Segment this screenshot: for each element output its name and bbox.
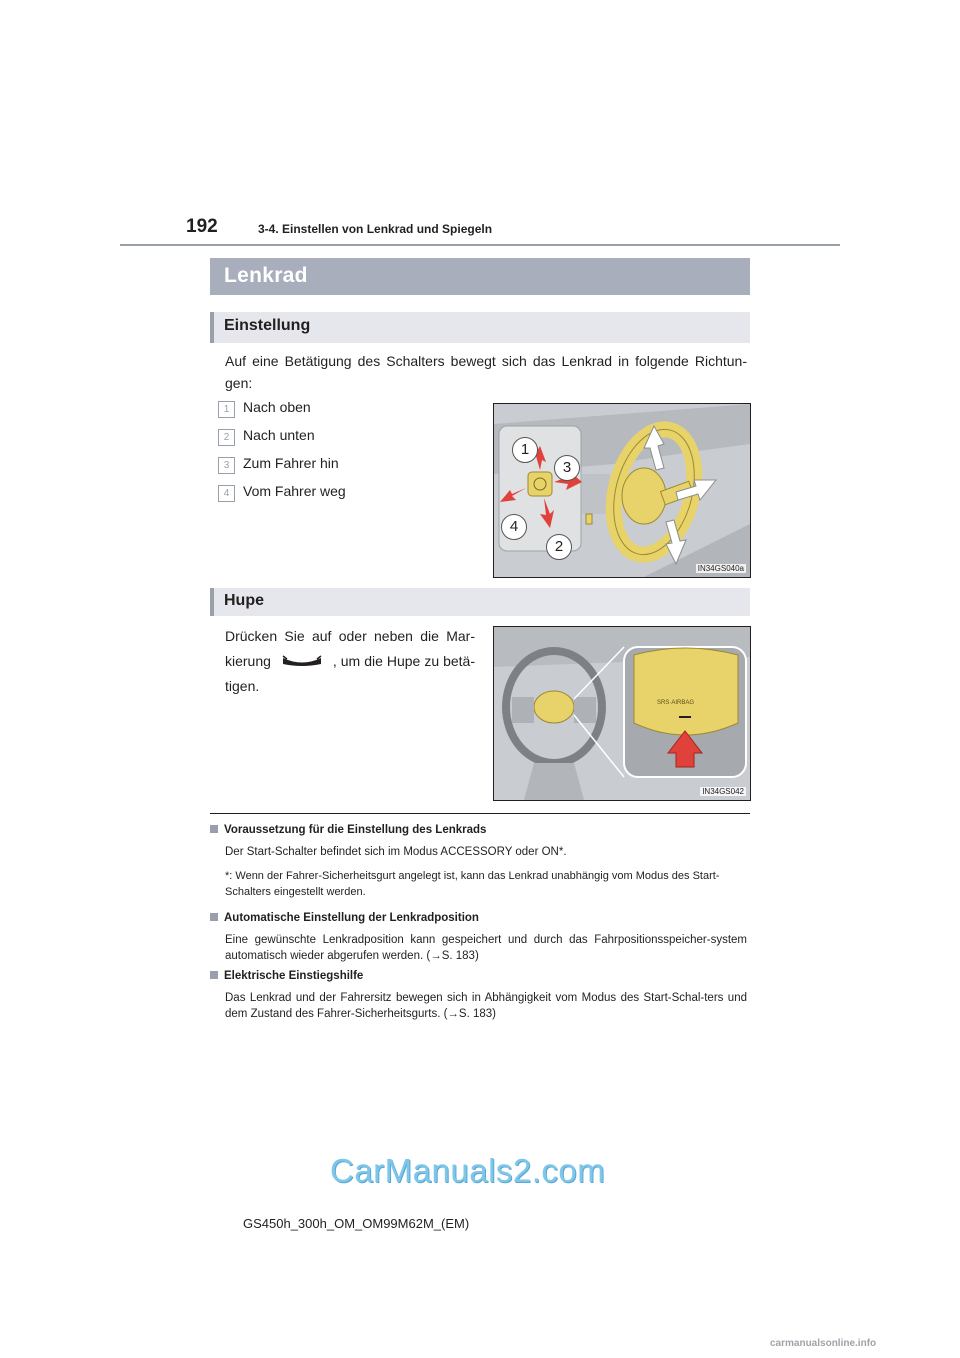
footer-code: GS450h_300h_OM_OM99M62M_(EM) <box>243 1216 470 1231</box>
note-heading <box>210 970 363 982</box>
note-heading <box>210 824 486 836</box>
item-label: Nach unten <box>243 427 315 443</box>
item-number: 1 <box>218 401 235 418</box>
item-label: Zum Fahrer hin <box>243 455 339 471</box>
note-body: Das Lenkrad und der Fahrersitz bewegen sich in Abhängigkeit vom Modus des Start-Schal-ters und dem Zustand des Fahrer-Sicherheitsgurts. (→S. 183) <box>225 992 747 1020</box>
callout-2: 2 <box>546 534 572 560</box>
horn-figure <box>493 626 751 801</box>
note-heading-text: Automatische Einstellung der Lenkradposition <box>224 912 479 924</box>
steering-adjustment-figure <box>493 403 751 578</box>
note-bullet <box>210 971 218 979</box>
section-title-bar <box>210 258 750 295</box>
note-heading-text: Elektrische Einstiegshilfe <box>224 970 364 982</box>
item-number: 4 <box>218 485 235 502</box>
note-heading <box>210 912 479 924</box>
watermark: CarManuals2.com <box>330 1152 606 1189</box>
einstellung-heading-bar <box>210 312 750 343</box>
page-number: 192 <box>186 216 218 237</box>
heading-stripe <box>210 312 214 343</box>
callout-4: 4 <box>501 514 527 540</box>
einstellung-intro: Auf eine Betätigung des Schalters bewegt sich das Lenkrad in folgende Richtun-gen: <box>225 353 747 391</box>
item-number: 3 <box>218 457 235 474</box>
horn-text-before: Drücken Sie auf oder neben die Mar-kierung <box>225 628 475 669</box>
horn-icon <box>281 654 323 668</box>
note-heading-text: Voraussetzung für die Einstellung des Lenkrads <box>224 824 487 836</box>
einstellung-heading: Einstellung <box>224 317 311 334</box>
note-bullet <box>210 913 218 921</box>
bottom-watermark: carmanualsonline.info <box>770 1338 877 1349</box>
note-body: Der Start-Schalter befindet sich im Modus ACCESSORY oder ON*. <box>225 846 567 858</box>
note-bullet <box>210 825 218 833</box>
heading-stripe <box>210 588 214 616</box>
airbag-label: SRS·AIRBAG <box>657 700 695 706</box>
horn-instruction <box>225 624 475 699</box>
callout-1: 1 <box>512 437 538 463</box>
item-label: Nach oben <box>243 399 311 415</box>
hupe-heading: Hupe <box>224 592 264 609</box>
item-label: Vom Fahrer weg <box>243 483 346 499</box>
horn-text-after: , um die Hupe zu betä-tigen. <box>225 653 475 694</box>
figure-code: IN34GS042 <box>702 787 744 796</box>
header-rule <box>120 244 840 246</box>
horn-illustration <box>494 627 750 800</box>
footnote: *: Wenn der Fahrer-Sicherheitsgurt angelegt ist, kann das Lenkrad unabhängig vom Modus des Start-Schalters eingestellt werden. <box>225 870 720 898</box>
figure-code: IN34GS040a <box>697 564 744 573</box>
item-number: 2 <box>218 429 235 446</box>
callout-3: 3 <box>554 455 580 481</box>
steering-illustration <box>494 404 750 577</box>
chapter-title: 3-4. Einstellen von Lenkrad und Spiegeln <box>258 222 493 236</box>
section-title: Lenkrad <box>224 264 308 287</box>
hupe-heading-bar <box>210 588 750 616</box>
note-body: Eine gewünschte Lenkradposition kann gespeichert und durch das Fahrpositionsspeicher-system automatisch wieder abgerufen werden. (→S. 183) <box>225 934 747 962</box>
notes-rule <box>210 813 750 814</box>
